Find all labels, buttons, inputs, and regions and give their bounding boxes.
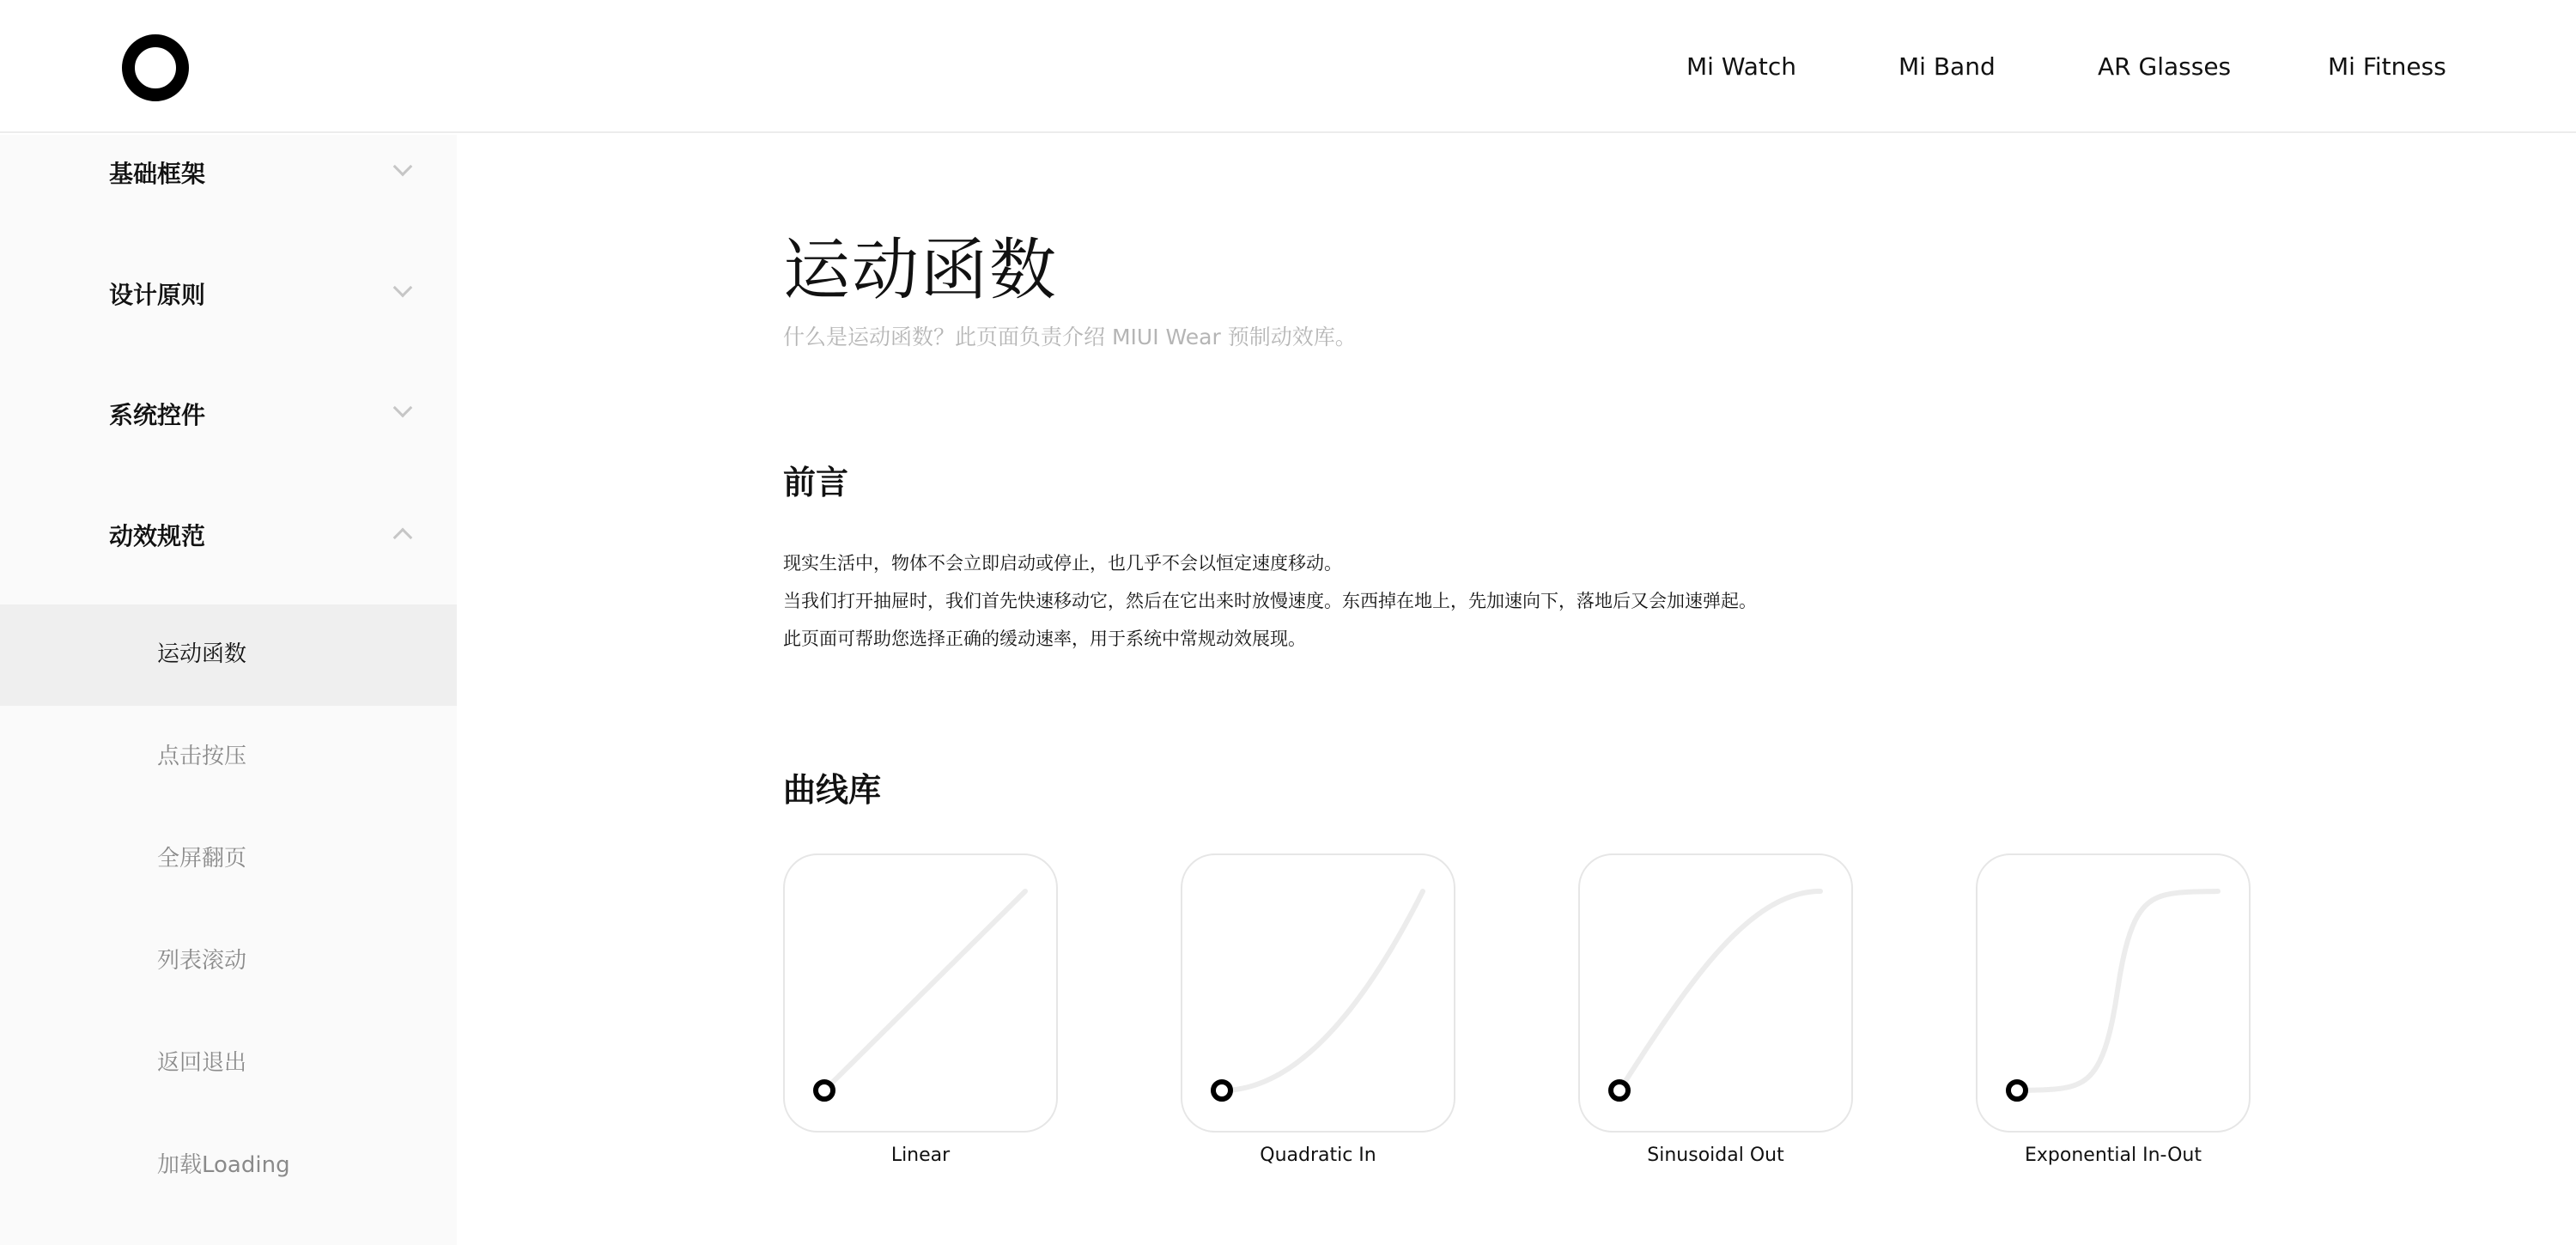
preface-line: 当我们打开抽屉时，我们首先快速移动它，然后在它出来时放慢速度。东西掉在地上，先加速向下，落地后又会加速弹起。 xyxy=(783,591,1757,611)
preface-line: 现实生活中，物体不会立即启动或停止，也几乎不会以恒定速度移动。 xyxy=(783,553,1342,574)
sidebar-group-label: 设计原则 xyxy=(109,281,206,309)
sidebar-group-label: 基础框架 xyxy=(109,160,206,188)
chevron-up-icon xyxy=(393,528,413,548)
chevron-down-icon xyxy=(393,278,413,298)
sidebar-group-motion[interactable] xyxy=(0,498,457,575)
nav-link-mi-band[interactable]: Mi Band xyxy=(1899,52,1996,81)
sidebar xyxy=(0,135,457,1245)
sidebar-item-motion-functions[interactable] xyxy=(0,604,457,706)
easing-curve-path xyxy=(1619,891,1820,1090)
sidebar-group-label: 系统控件 xyxy=(109,401,206,429)
animation-dot-icon xyxy=(1213,1082,1230,1099)
easing-curve-path xyxy=(824,891,1025,1090)
sidebar-group-label: 动效规范 xyxy=(109,522,206,550)
animation-dot-icon xyxy=(2008,1082,2026,1099)
page-subtitle: 什么是运动函数？此页面负责介绍 MIUI Wear 预制动效库。 xyxy=(783,325,1357,349)
chevron-down-icon xyxy=(393,157,413,177)
sidebar-item-label: 返回退出 xyxy=(157,1050,247,1076)
chevron-down-icon xyxy=(393,398,413,418)
sidebar-item-label: 加载Loading xyxy=(157,1152,290,1178)
curve-library xyxy=(783,853,2286,1245)
curve-card-exponential-in-out[interactable] xyxy=(1976,853,2251,1133)
curve-card-linear[interactable] xyxy=(783,853,1058,1133)
sidebar-item-label: 运动函数 xyxy=(157,641,247,667)
easing-curve-path xyxy=(2017,891,2218,1090)
curve-card-sinusoidal-out[interactable] xyxy=(1578,853,1853,1133)
section-title-curve-library: 曲线库 xyxy=(783,771,882,809)
curve-label: Sinusoidal Out xyxy=(1647,1145,1784,1166)
sidebar-item-label: 列表滚动 xyxy=(157,948,247,974)
nav-link-mi-watch[interactable]: Mi Watch xyxy=(1686,52,1797,81)
sidebar-item-loading[interactable] xyxy=(0,1115,457,1217)
sidebar-group-framework[interactable] xyxy=(0,136,457,213)
sidebar-item-label: 全屏翻页 xyxy=(157,846,247,872)
curve-card-quadratic-in[interactable] xyxy=(1181,853,1455,1133)
nav-link-mi-fitness[interactable]: Mi Fitness xyxy=(2328,52,2446,81)
curve-graph xyxy=(1978,855,2249,1131)
curve-graph xyxy=(1182,855,1454,1131)
curve-label: Quadratic In xyxy=(1260,1145,1376,1166)
main-content xyxy=(783,135,2576,1245)
sidebar-group-principles[interactable] xyxy=(0,257,457,334)
sidebar-item-tap-press[interactable] xyxy=(0,707,457,808)
sidebar-group-controls[interactable] xyxy=(0,377,457,454)
curve-label: Linear xyxy=(890,1145,951,1166)
preface-line: 此页面可帮助您选择正确的缓动速率，用于系统中常规动效展现。 xyxy=(783,629,1306,649)
curve-label: Exponential In-Out xyxy=(2025,1145,2202,1166)
sidebar-item-list-scroll[interactable] xyxy=(0,911,457,1012)
sidebar-item-label: 点击按压 xyxy=(157,744,247,769)
easing-curve-path xyxy=(1222,891,1423,1090)
animation-dot-icon xyxy=(816,1082,833,1099)
curve-graph xyxy=(785,855,1056,1131)
page-title: 运动函数 xyxy=(783,232,1059,309)
preface-paragraph xyxy=(783,544,1757,658)
animation-dot-icon xyxy=(1611,1082,1628,1099)
nav-link-ar-glasses[interactable]: AR Glasses xyxy=(2098,52,2232,81)
curve-graph xyxy=(1580,855,1851,1131)
top-nav xyxy=(0,48,2576,86)
top-header xyxy=(0,0,2576,133)
section-title-preface: 前言 xyxy=(783,464,849,501)
sidebar-item-fullscreen-paging[interactable] xyxy=(0,809,457,910)
sidebar-item-back-exit[interactable] xyxy=(0,1013,457,1114)
